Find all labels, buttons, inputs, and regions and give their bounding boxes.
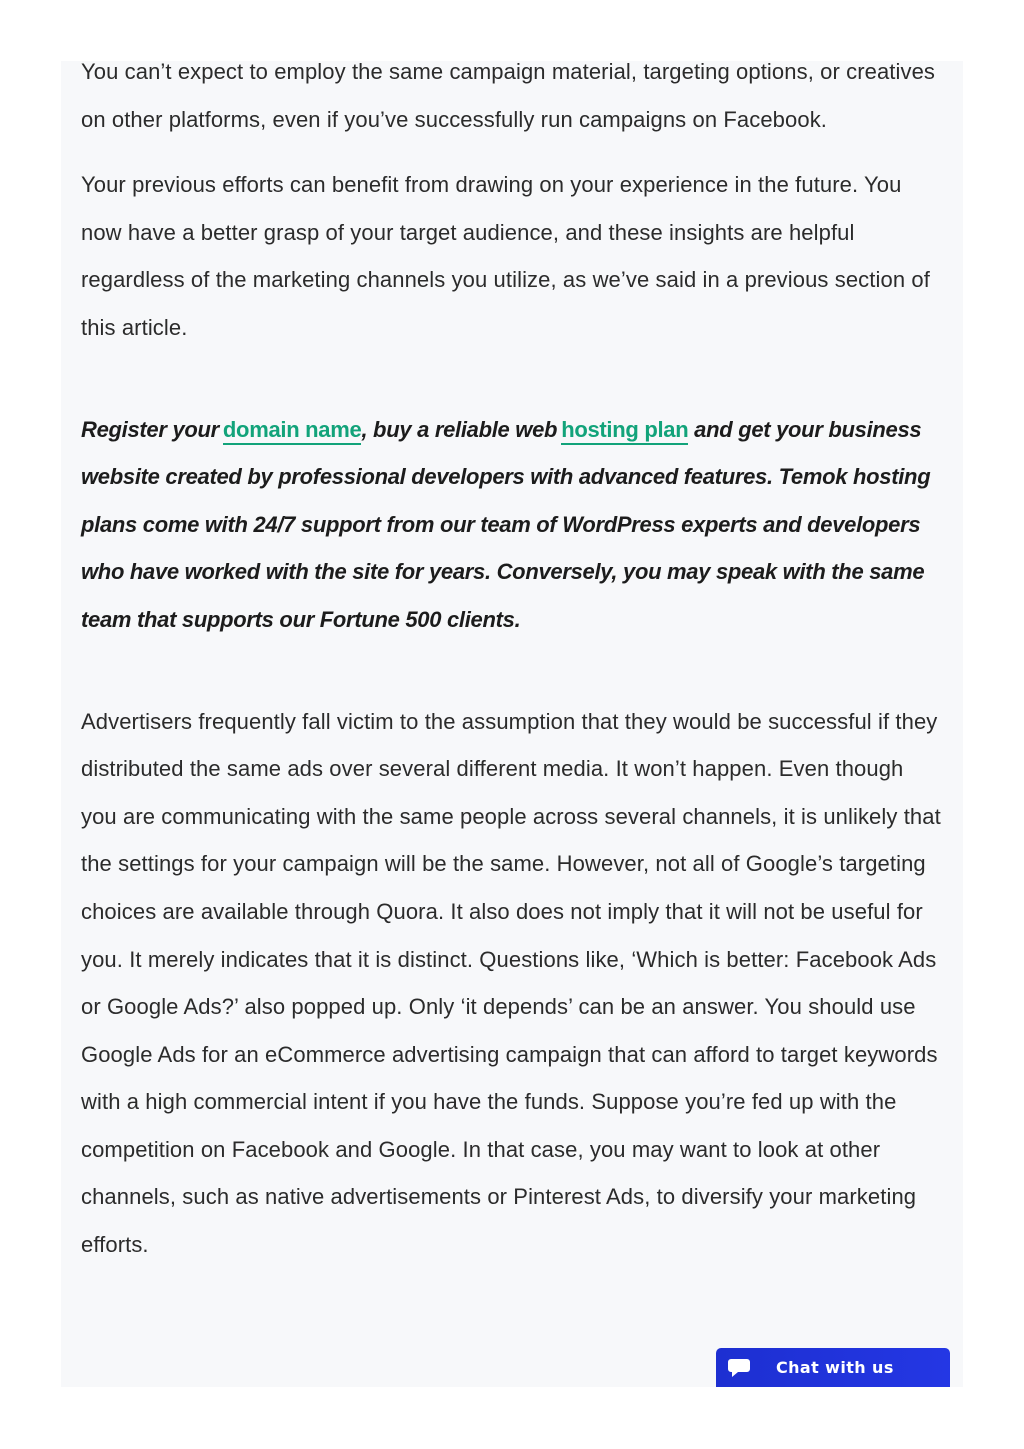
hosting-plan-link[interactable]: hosting plan [561, 417, 688, 445]
article-body [61, 61, 963, 1387]
paragraph: You can’t expect to employ the same campaign material, targeting options, or creatives on other platforms, even if you’ve successfully run campaigns on Facebook. [81, 59, 936, 132]
promo-text: Register your [81, 416, 219, 442]
domain-name-link[interactable]: domain name [223, 417, 362, 445]
chat-widget-button[interactable] [716, 1348, 950, 1387]
promo-text: , buy a reliable web [361, 416, 558, 442]
chat-bubble-icon [716, 1348, 762, 1387]
chat-widget-label: Chat with us [776, 1358, 894, 1377]
paragraph: Advertisers frequently fall victim to the assumption that they would be successful if they distributed the same ads over several different media. It won’t happen. Even though you are communicating with the same people across several channels, it is unlikely that the settings for your campaign will be the same. However, not all of Google’s targeting choices are available through Quora. It also does not imply that it will not be useful for you. It merely indicates that it is distinct. Questions like, ‘Which is better: Facebook Ads or Google Ads?’ also popped up. Only ‘it depends’ can be an answer. You should use Google Ads for an eCommerce advertising campaign that can afford to target keywords with a high commercial intent if you have the funds. Suppose you’re fed up with the competition on Facebook and Google. In that case, you may want to look at other channels, such as native advertisements or Pinterest Ads, to diversify your marketing efforts. [81, 708, 941, 1258]
promo-text: and get your business website created by professional developers with advanced features. Temok hosting plans come with 24/7 support from our team of WordPress experts and developers who have worked with the site for years. Conversely, you may speak with the same team that supports our Fortune 500 clients. [81, 416, 931, 632]
promo-paragraph [81, 406, 941, 644]
paragraph: Your previous efforts can benefit from drawing on your experience in the future. You now have a better grasp of your target audience, and these insights are helpful regardless of the marketing channels you utilize, as we’ve said in a previous section of this article. [81, 172, 930, 340]
